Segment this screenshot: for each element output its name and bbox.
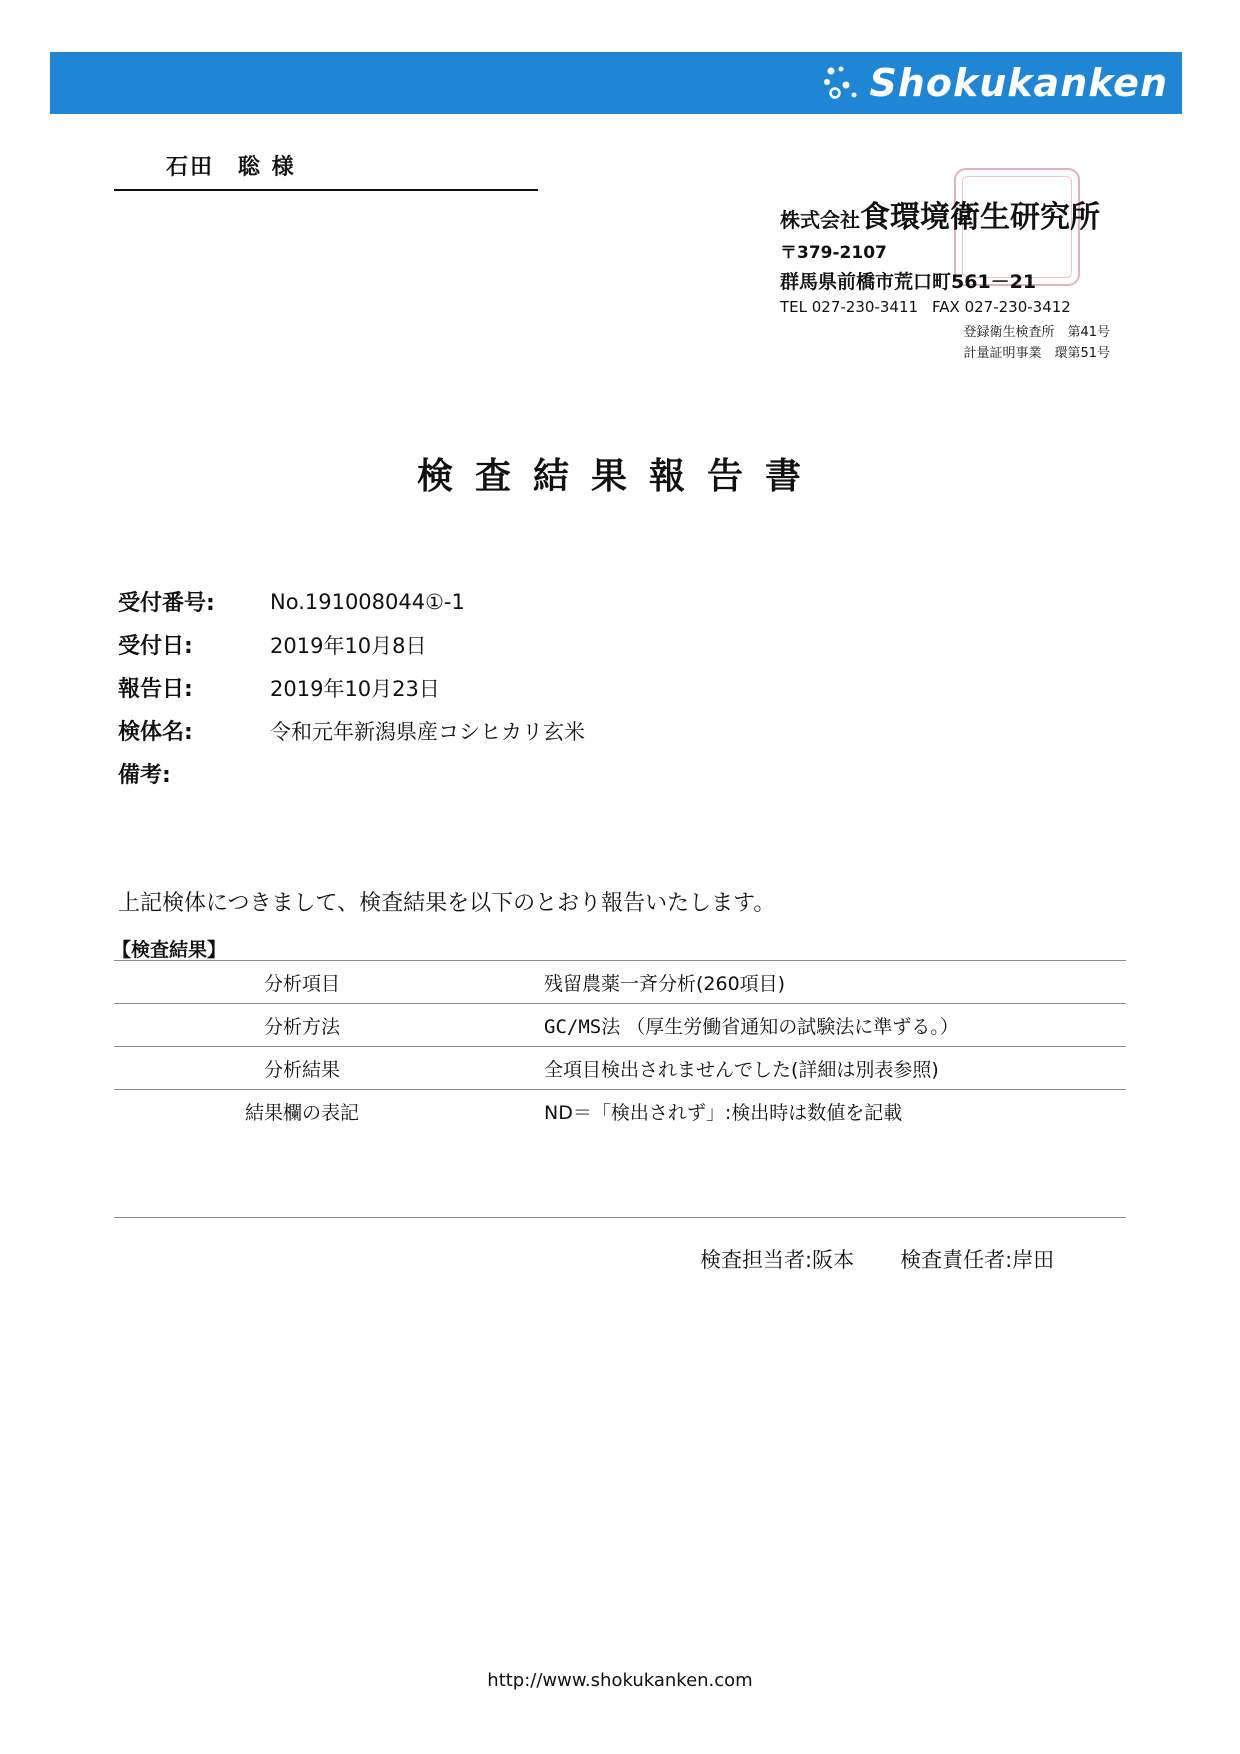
company-name [780,192,1120,236]
info-row-receipt-date [118,623,585,666]
info-value: 2019年10月8日 [270,633,427,658]
staff-signatures [700,1244,1054,1274]
result-label: 結果欄の表記 [244,1101,359,1124]
info-label: 検体名: [118,720,193,745]
brand-logo [821,58,1168,108]
info-value: No.191008044①-1 [270,589,465,614]
inspector: 検査担当者:阪本 [700,1248,855,1272]
table-row [114,960,1126,1003]
result-value [472,1012,959,1039]
info-label: 受付番号: [118,591,215,616]
divider [114,1217,1126,1218]
company-tel: TEL 027-230-3411 [780,298,919,316]
brand-mark-icon [821,63,861,103]
header-banner [50,52,1182,114]
company-fax: FAX 027-230-3412 [932,298,1071,316]
result-label: 分析結果 [263,1058,340,1081]
brand-name: Shokukanken [869,61,1168,105]
company-contact [780,298,1120,316]
company-postal: 〒379-2107 [780,243,887,263]
result-value: 残留農薬一斉分析(260項目) [544,972,786,995]
result-label: 分析項目 [263,972,340,995]
info-row-report-date [118,666,585,709]
table-row [114,1003,1126,1046]
company-address: 群馬県前橋市荒口町561－21 [780,271,1037,293]
info-label: 備考: [118,763,171,788]
info-value: 2019年10月23日 [270,676,440,701]
results-table [114,960,1126,1132]
table-row [114,1089,1126,1132]
company-registrations [780,322,1120,364]
intro-text: 上記検体につきまして、検査結果を以下のとおり報告いたします。 [118,891,776,916]
table-row [114,1046,1126,1089]
result-value: 全項目検出されませんでした(詳細は別表参照) [544,1058,939,1081]
company-prefix: 株式会社 [780,208,860,232]
result-label: 分析方法 [263,1015,340,1038]
addressee: 石田 聡 様 [114,150,538,191]
company-block [780,192,1120,364]
result-value-method-code: GC/MS [544,1015,602,1038]
results-section-label: 【検査結果】 [112,939,227,961]
info-label: 受付日: [118,634,193,659]
report-info [118,580,585,795]
responsible-person: 検査責任者:岸田 [900,1248,1055,1272]
info-label: 報告日: [118,677,193,702]
footer-url: http://www.shokukanken.com [487,1670,753,1691]
info-row-remarks [118,752,585,795]
info-value: 令和元年新潟県産コシヒカリ玄米 [270,719,585,744]
result-value: ND＝「検出されず」:検出時は数値を記載 [544,1101,903,1124]
info-row-sample-name [118,709,585,752]
company-registration-1: 登録衛生検査所 第41号 [963,325,1110,340]
document-title: 検査結果報告書 [416,456,823,497]
info-row-receipt-number [118,580,585,623]
company-registration-2: 計量証明事業 環第51号 [963,346,1110,361]
result-value-method-text: 法 （厚生労働省通知の試験法に準ずる。） [601,1015,959,1038]
company-name-main: 食環境衛生研究所 [860,200,1100,235]
